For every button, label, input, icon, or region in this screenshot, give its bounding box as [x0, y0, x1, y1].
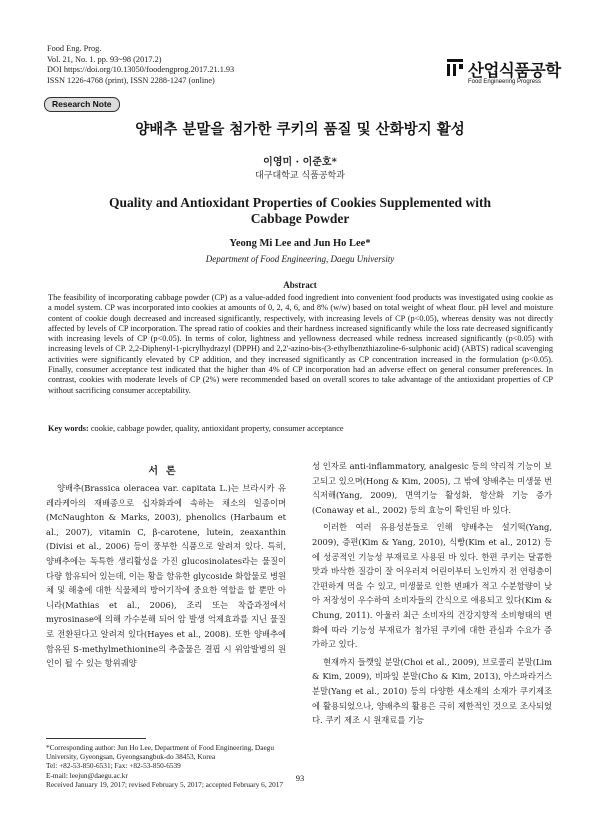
section-title-introduction: 서론 [148, 466, 184, 477]
abstract-heading: Abstract [283, 280, 317, 290]
received-dates: Received January 19, 2017; revised February 5, 2017; accepted February 6, 2017 [46, 779, 284, 789]
page-number: 93 [295, 773, 305, 783]
article-type-badge: Research Note [44, 97, 120, 112]
right-paragraph-1: 성 인자로 anti-inflammatory, analgesic 등의 약리적 기능이 보고되고 있으며(Hong & Kim, 2005), 그 밖에 양배추는 미생물 번식저해(Yang, 2009), 면역기능 활성화, 항산화 기능 증가(Conaway et al., 2002) 등의 효능이 확인된 바 있다. [312, 461, 552, 515]
right-paragraph-2: 이러한 여러 유용성분들로 인해 양배추는 설기떡(Yang, 2009), 증편(Kim & Yang, 2010), 식빵(Kim et al., 2012) 등에 성공적인 기능성 부재료로 사용된 바 있다. 한편 쿠키는 달콤한 맛과 바삭한 질감이 잘 어우러져 어린이부터 노인까지 전 연령층이 간편하게 먹을 수 있고, 미생물로 인한 변패가 적고 수분함량이 낮아 저장성이 우수하여 소비자들의 간식으로 애용되고 있다(Kim & Chung, 2011). 아울러 최근 소비자의 건강지향적 소비형태의 변화에 따라 기능성 부재료가 첨가된 쿠키에 대한 관심과 수요가 증가하고 있다. [312, 522, 552, 650]
english-affiliation: Department of Food Engineering, Daegu University [205, 254, 395, 264]
journal-issn: ISSN 1226-4768 (print), ISSN 2288-1247 (online) [47, 75, 215, 85]
contact-email: E-mail: leejun@daegu.ac.kr [46, 770, 128, 780]
keywords-label: Key words: [48, 424, 89, 433]
journal-logo [446, 55, 562, 93]
korean-title: 양배추 분말을 첨가한 쿠키의 품질 및 산화방지 활성 [135, 122, 465, 138]
left-column [46, 481, 286, 671]
footnote-divider [46, 738, 146, 739]
english-title-line2: Cabbage Powder [250, 211, 350, 226]
keywords-text: cookie, cabbage powder, quality, antioxidant property, consumer acceptance [88, 424, 344, 433]
logo-subtitle: Food Engineering Progress [468, 79, 542, 85]
right-paragraph-3: 현재까지 들깻잎 분말(Choi et al., 2009), 브로콜리 분말(Lim & Kim, 2009), 비파잎 분말(Cho & Kim, 2013), 아스파라거스 분말(Yang et al., 2010) 등의 다양한 새소재의 소재가 쿠키제조에 활용되었으나, 양배추의 활용은 극히 제한적인 것으로 조사되었다. 쿠키 제조 시 원재료를 기능 [312, 656, 552, 726]
english-authors: Yeong Mi Lee and Jun Ho Lee* [229, 238, 371, 249]
right-column [312, 459, 552, 728]
english-title [0, 195, 600, 227]
contact-phone: Tel: +82-53-850-6531; Fax: +82-53-850-6539 [46, 761, 181, 771]
journal-metadata [47, 44, 234, 86]
journal-doi: DOI https://doi.org/10.13050/foodengprog.2017.21.1.93 [47, 65, 235, 75]
left-paragraph-1: 양배추(Brassica oleracea var. capitata L.)는 브라시카 유레라케아의 재배종으로 십자화과에 속하는 채소의 일종이며(McNaughton & Marks, 2003), phenolics (Harbaum et al., 2007), vitamin C, β-carotene, lutein, zeaxanthin (Divisi et al., 2006) 등이 풍부한 식품으로 알려져 있다. 특히, 양배추에는 독특한 생리활성을 가진 glucosinolates라는 물질이 다량 함유되어 있는데, 이는 황을 함유한 glycoside 화합물로 병원체 및 해충에 대한 식물체의 방어기작에 중요한 역할을 할 뿐만 아니라(Mathias et al., 2006), 조리 또는 착즙과정에서 myrosinase에 의해 가수분해 되어 암 발생 억제효과를 지닌 물질로 전환된다고 알려져 있다(Hayes et al., 2008). 또한 양배추에 함유된 S-methylmethionine의 추출물은 결핍 시 위암발병의 원인이 될 수 있는 항위궤양 [46, 483, 286, 669]
corresponding-author: *Corresponding author: Jun Ho Lee, Department of Food Engineering, Daegu University, Gyeongsan, Gyeongsangbuk-do 38453, Korea [46, 743, 274, 762]
korean-affiliation: 대구대학교 식품공학과 [255, 171, 345, 181]
abstract-body: The feasibility of incorporating cabbage powder (CP) as a value-added food ingredient into convenient food products was investigated using cookie as a model system. CP was incorporated into cookies at amounts of 0, 2, 4, 6, and 8% (w/w) based on total weight of wheat flour. pH level and moisture content of cookie dough decreased and increased significantly, respectively, with increasing levels of CP (p<0.05), whereas density was not directly affected by levels of CP incorporation. The spread ratio of cookies and their hardness increased significantly while the loss rate decreased significantly with increasing levels of CP (p<0.05). In terms of color, lightness and yellowness decreased while redness increased significantly (p<0.05) with increasing levels of CP. 2,2-Diphenyl-1-picrylhydrazyl (DPPH) and 2,2'-azino-bis-(3-ethylbenzthiazoline-6-sulphonic acid) (ABTS) radical scavenging activities were significantly elevated by CP addition, and they increased significantly as CP concentration increased in the formulation (p<0.05). Finally, consumer acceptance test indicated that the higher than 4% of CP incorporation had an adverse effect on general consumer preferences. In contrast, cookies with moderate levels of CP (2%) were recommended based on overall scores to take advantage of the antioxidant properties of CP without sacrificing consumer acceptability. [48, 293, 553, 395]
keywords [48, 424, 553, 433]
journal-logo-icon [446, 58, 464, 78]
journal-volume: Vol. 21, No. 1. pp. 93~98 (2017.2) [47, 54, 162, 64]
logo-title: 산업식품공학 [468, 61, 561, 80]
korean-authors: 이영미 · 이준호* [263, 157, 337, 168]
journal-name: Food Eng. Prog. [47, 44, 102, 53]
english-title-line1: Quality and Antioxidant Properties of Cookies Supplemented with [109, 195, 491, 210]
